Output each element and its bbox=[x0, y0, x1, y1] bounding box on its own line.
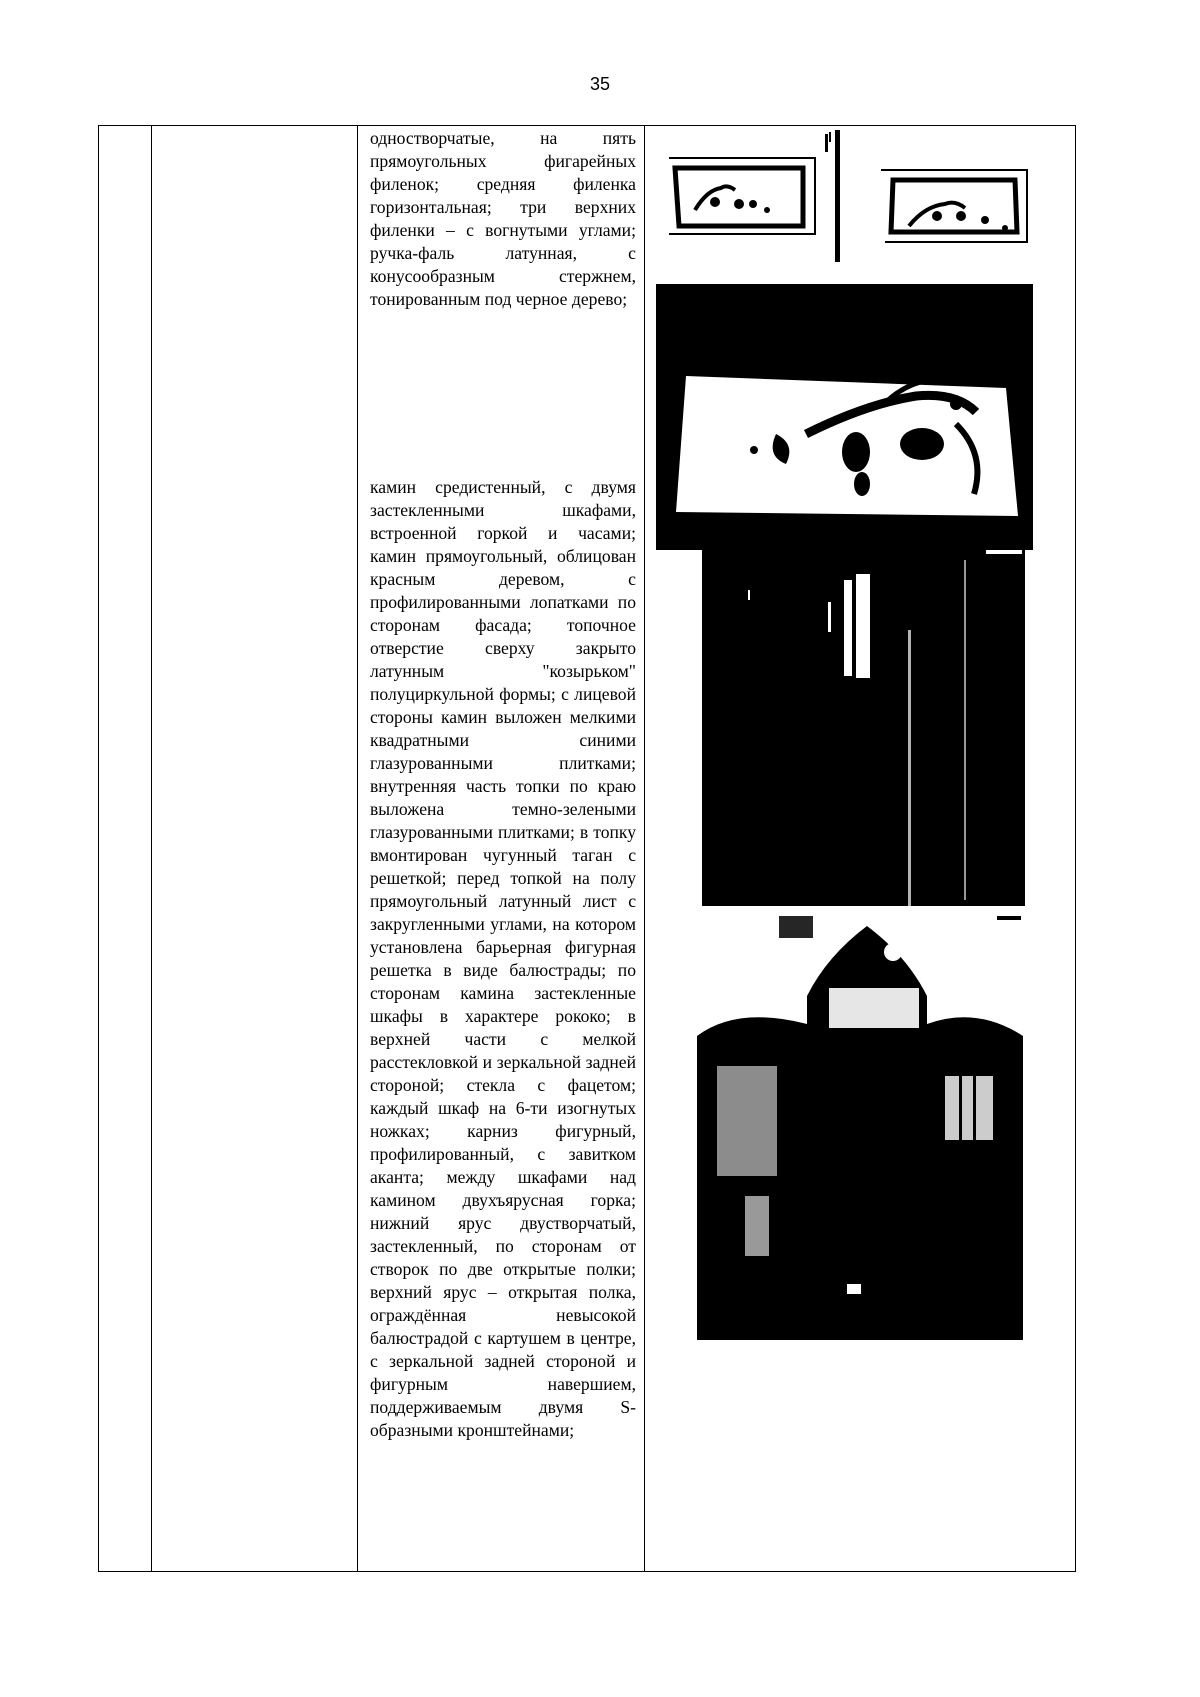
fireplace-cabinet-photo bbox=[697, 906, 1025, 1340]
table-row bbox=[99, 126, 1076, 1572]
object-name-cell bbox=[152, 126, 358, 1572]
description-cell bbox=[358, 126, 645, 1572]
panel-detail-photo bbox=[656, 284, 1033, 550]
door-panels-photo bbox=[655, 130, 1031, 262]
fireplace-side-photo bbox=[702, 550, 1025, 906]
row-number-cell bbox=[99, 126, 152, 1572]
photo-cell bbox=[645, 126, 1076, 1572]
page-number: 35 bbox=[589, 74, 611, 94]
fireplace-description-text: камин средистенный, с двумя застекленными шкафами, встроенной горкой и часами; камин прямоугольный, облицован красным деревом, с профилированными лопатками по сторонам фасада; топочное отверстие сверху закрыто латунным "козырьком" полуциркульной формы; с лицевой стороны камин выложен мелкими квадратными синими глазурованными плитками; внутренняя часть топки по краю выложена темно-зелеными глазурованными плитками; в топку вмонтирован чугунный таган с решеткой; перед топкой на полу прямоугольный латунный лист с закругленными углами, на котором установлена барьерная фигурная решетка в виде балюстрады; по сторонам камина застекленные шкафы в характере рококо; в верхней части с мелкой расстекловкой и зеркальной задней стороной; стекла с фацетом; каждый шкаф на 6-ти изогнутых ножках; карниз фигурный, профилированный, с завитком аканта; между шкафами над камином двухъярусная горка; нижний ярус двустворчатый, застекленный, по сторонам от створок по две открытые полки; верхний ярус – открытая полка, ограждённая невысокой балюстрадой с картушем в центре, с зеркальной задней стороной и фигурным навершием, поддерживаемым двумя S-образными кронштейнами; bbox=[370, 477, 636, 1440]
object-description-table bbox=[98, 125, 1076, 1572]
door-description-text: одностворчатые, на пять прямоугольных фигарейных филенок; средняя филенка горизонтальная; три верхних филенки – с вогнутыми углами; ручка-фаль латунная, с конусообразным стержнем, тонированным под черное дерево; bbox=[370, 128, 636, 309]
